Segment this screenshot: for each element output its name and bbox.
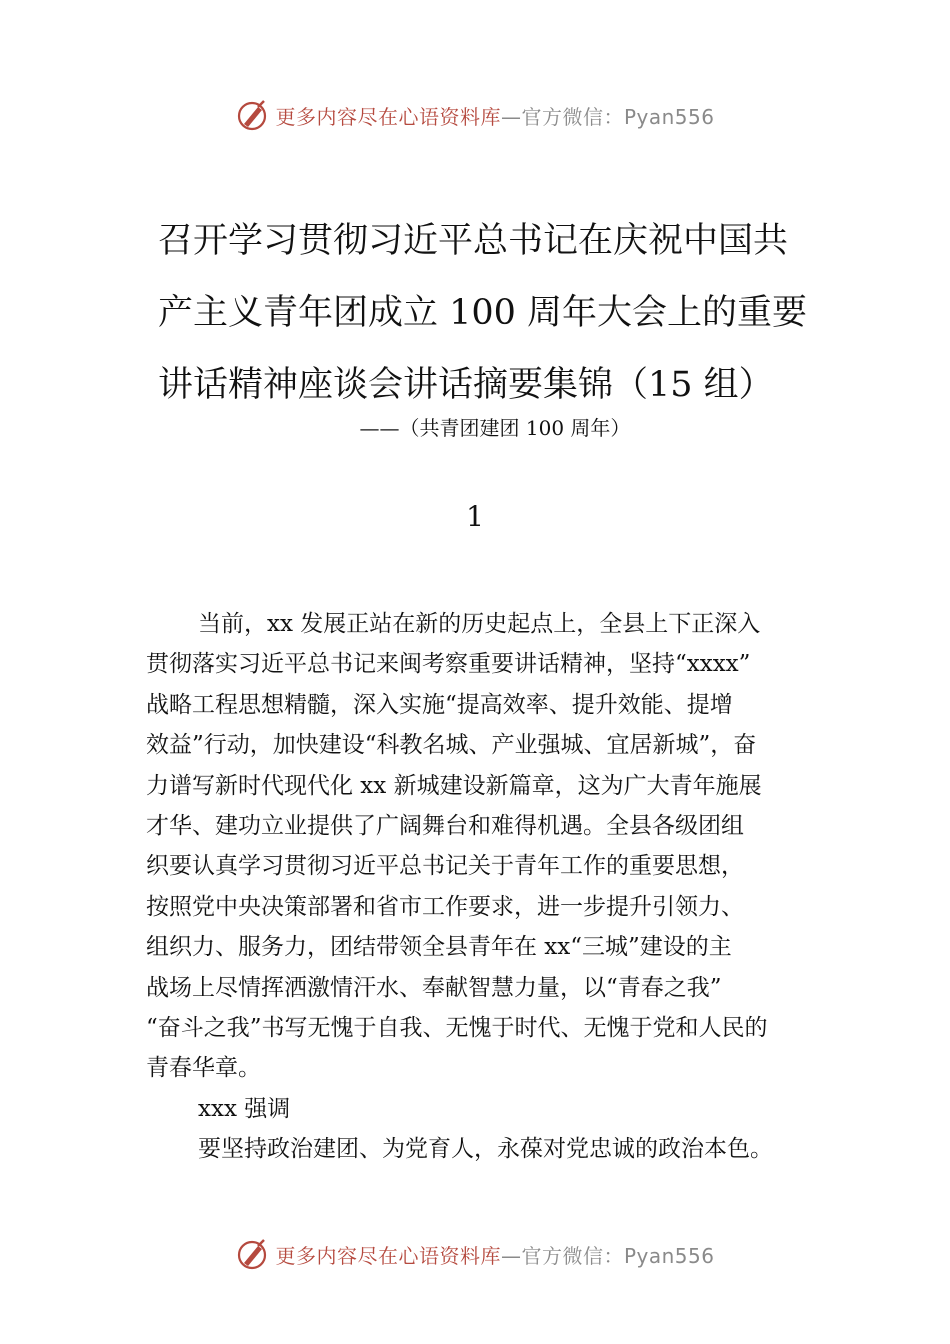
pen-logo-icon	[235, 98, 269, 132]
pen-logo-icon	[235, 1237, 269, 1271]
paragraph-line: 才华、建功立业提供了广阔舞台和难得机遇。全县各级团组	[146, 813, 744, 840]
document-title	[158, 205, 818, 421]
paragraph-line: 组织力、服务力，团结带领全县青年在 xx“三城”建设的主	[146, 934, 732, 961]
title-line: 产主义青年团成立 100 周年大会上的重要	[158, 293, 808, 333]
paragraph-line: 贯彻落实习近平总书记来闽考察重要讲话精神，坚持“xxxx”	[146, 651, 751, 678]
paragraph-line: 按照党中央决策部署和省市工作要求，进一步提升引领力、	[146, 893, 744, 920]
paragraph-line: 力谱写新时代现代化 xx 新城建设新篇章，这为广大青年施展	[146, 772, 762, 799]
header-banner-gray-text: —官方微信：Pyan556	[500, 104, 715, 129]
header-banner	[0, 95, 950, 135]
paragraph-line: 青春华章。	[146, 1055, 261, 1082]
document-subtitle: ——（共青团建团 100 周年）	[359, 416, 631, 440]
title-line: 召开学习贯彻习近平总书记在庆祝中国共	[158, 221, 789, 261]
paragraph-line: 织要认真学习贯彻习近平总书记关于青年工作的重要思想，	[146, 853, 744, 880]
footer-banner-red-text: 更多内容尽在心语资料库	[275, 1243, 501, 1268]
footer-banner	[0, 1234, 950, 1274]
paragraph-line: 战场上尽情挥洒激情汗水、奉献智慧力量，以“青春之我”	[146, 974, 722, 1001]
header-banner-red-text: 更多内容尽在心语资料库	[275, 104, 501, 129]
paragraph-line: “奋斗之我”书写无愧于自我、无愧于时代、无愧于党和人民的	[146, 1015, 768, 1042]
emphasis-line: 要坚持政治建团、为党育人，永葆对党忠诚的政治本色。	[198, 1136, 773, 1163]
body-text	[146, 604, 826, 1170]
paragraph-line: 战略工程思想精髓，深入实施“提高效率、提升效能、提增	[146, 691, 733, 718]
title-line: 讲话精神座谈会讲话摘要集锦（15 组）	[158, 365, 774, 405]
paragraph-line: 当前，xx 发展正站在新的历史起点上，全县上下正深入	[198, 611, 761, 637]
section-number: 1	[466, 500, 484, 533]
footer-banner-gray-text: —官方微信：Pyan556	[500, 1243, 715, 1268]
paragraph-line: 效益”行动，加快建设“科教名城、产业强城、宜居新城”，奋	[146, 732, 757, 759]
speaker-line: xxx 强调	[198, 1095, 291, 1122]
